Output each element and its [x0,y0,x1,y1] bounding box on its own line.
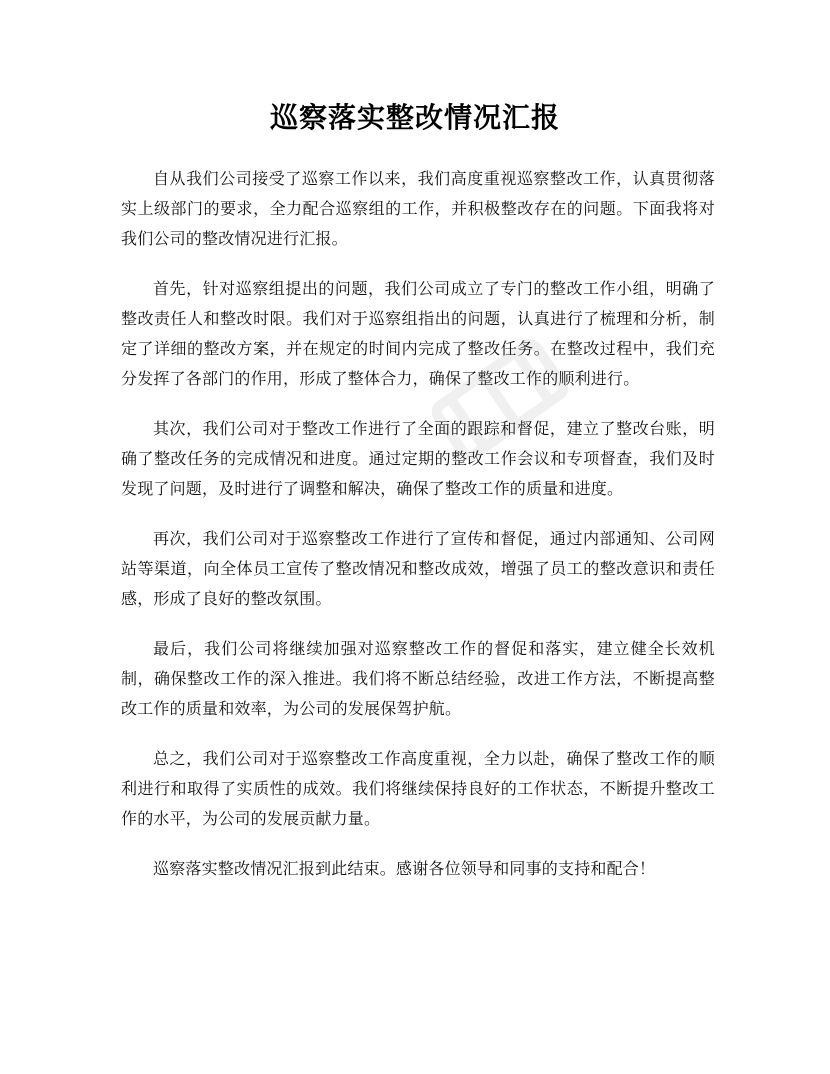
paragraph-first: 首先，针对巡察组提出的问题，我们公司成立了专门的整改工作小组，明确了整改责任人和整改时限。我们对于巡察组指出的问题，认真进行了梳理和分析，制定了详细的整改方案，并在规定的时间内完成了整改任务。在整改过程中，我们充分发挥了各部门的作用，形成了整体合力，确保了整改工作的顺利进行。 [121,279,715,388]
document-body [121,164,715,904]
page-title: 巡察落实整改情况汇报 [269,101,560,134]
paragraph-summary: 总之，我们公司对于巡察整改工作高度重视，全力以赴，确保了整改工作的顺利进行和取得了实质性的成效。我们将继续保持良好的工作状态，不断提升整改工作的水平，为公司的发展贡献力量。 [121,749,715,828]
paragraph-finally: 最后，我们公司将继续加强对巡察整改工作的督促和落实，建立健全长效机制，确保整改工作的深入推进。我们将不断总结经验，改进工作方法，不断提高整改工作的质量和效率，为公司的发展保驾护航。 [121,639,715,718]
paragraph-intro: 自从我们公司接受了巡察工作以来，我们高度重视巡察整改工作，认真贯彻落实上级部门的要求，全力配合巡察组的工作，并积极整改存在的问题。下面我将对我们公司的整改情况进行汇报。 [121,169,715,248]
paragraph-closing: 巡察落实整改情况汇报到此结束。感谢各位领导和同事的支持和配合！ [153,859,656,878]
paragraph-second: 其次，我们公司对于整改工作进行了全面的跟踪和督促，建立了整改台账，明确了整改任务的完成情况和进度。通过定期的整改工作会议和专项督查，我们及时发现了问题，及时进行了调整和解决，确保了整改工作的质量和进度。 [121,419,715,498]
paragraph-third: 再次，我们公司对于巡察整改工作进行了宣传和督促，通过内部通知、公司网站等渠道，向全体员工宣传了整改情况和整改成效，增强了员工的整改意识和责任感，形成了良好的整改氛围。 [121,529,715,608]
